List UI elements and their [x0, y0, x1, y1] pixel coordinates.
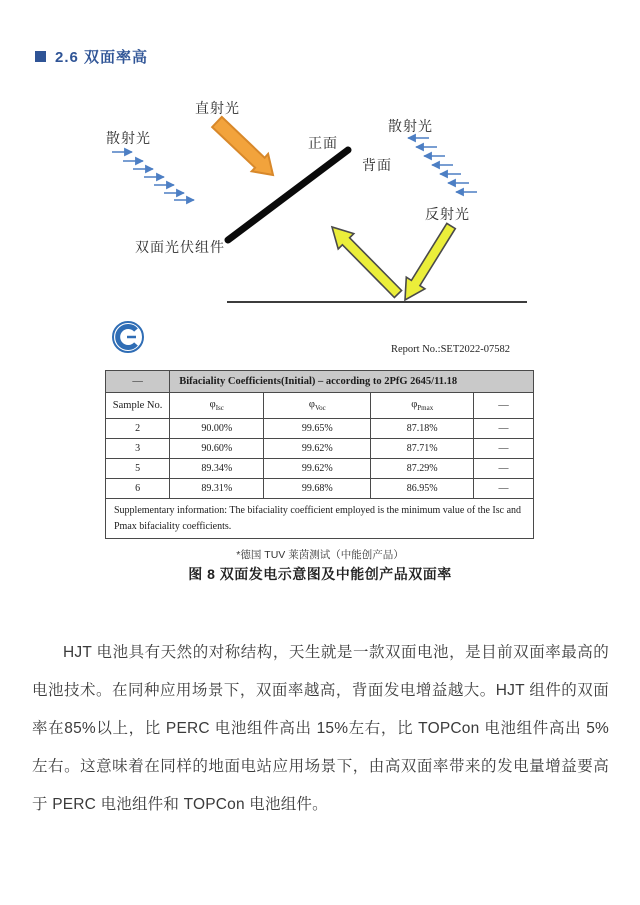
heading-bullet-icon	[35, 51, 46, 62]
source-note: *德国 TUV 莱茵测试（中能创产品）	[236, 549, 404, 561]
cell: 87.71%	[371, 439, 474, 459]
figure-caption: 图 8 双面发电示意图及中能创产品双面率	[188, 566, 452, 582]
direct-light-arrow-icon	[212, 117, 273, 175]
cell: 90.60%	[170, 439, 264, 459]
table-row	[106, 479, 534, 499]
section-heading	[35, 46, 148, 67]
scattered-light-left-arrows-icon	[112, 152, 194, 200]
label-scattered-right: 散射光	[388, 118, 433, 134]
cell: 89.34%	[170, 459, 264, 479]
table-title: Bifaciality Coefficients(Initial) – according to 2PfG 2645/11.18	[170, 371, 534, 393]
table-row	[106, 459, 534, 479]
bifaciality-table	[105, 370, 534, 539]
bifacial-diagram	[80, 95, 540, 310]
cell: 87.29%	[371, 459, 474, 479]
cell: 6	[106, 479, 170, 499]
pv-module-panel	[228, 150, 348, 240]
cell: —	[474, 439, 534, 459]
cell: —	[474, 419, 534, 439]
reflected-light-arrow-down-icon	[405, 223, 455, 300]
cell: 90.00%	[170, 419, 264, 439]
section-heading-label: 2.6 双面率高	[55, 49, 149, 66]
table-row	[106, 439, 534, 459]
label-reflected-light: 反射光	[425, 206, 470, 222]
body-paragraph: HJT 电池具有天然的对称结构，天生就是一款双面电池，是目前双面率最高的电池技术。在同种应用场景下，双面率越高，背面发电增益越大。HJT 组件的双面率在85%以上，比 PERC 电池组件高出 15%左右，比 TOPCon 电池组件高出 5%左右。这意味着在同样的地面电站应用场景下，由高双面率带来的发电量增益要高于 PERC 电池组件和 TOPCon 电池组件。	[32, 644, 609, 813]
report-number: Report No.:SET2022-07582	[391, 344, 510, 355]
cell: 99.62%	[264, 439, 371, 459]
table-row	[106, 419, 534, 439]
table-title-dash: —	[106, 371, 170, 393]
supplementary-info: Supplementary information: The bifaciality coefficient employed is the minimum value of the Isc and Pmax bifaciality coefficients.	[106, 499, 534, 539]
label-direct-light: 直射光	[195, 100, 240, 116]
table-header-row	[106, 393, 534, 419]
reflected-light-arrow-up-icon	[332, 227, 402, 298]
col-header-sample: Sample No.	[106, 393, 170, 419]
col-header-phi-isc: $\varphi_{Isc}$	[170, 393, 264, 419]
cell: 5	[106, 459, 170, 479]
cell: 99.68%	[264, 479, 371, 499]
cell: 3	[106, 439, 170, 459]
col-header-phi-pmax: $\varphi_{Pmax}$	[371, 393, 474, 419]
cell: 99.62%	[264, 459, 371, 479]
table-title-row	[106, 371, 534, 393]
table-supplementary-row	[106, 499, 534, 539]
label-back-side: 背面	[362, 157, 392, 173]
scattered-light-right-arrows-icon	[408, 138, 477, 192]
certification-logo-icon	[111, 320, 145, 354]
col-header-dash: —	[474, 393, 534, 419]
label-module: 双面光伏组件	[135, 239, 225, 255]
cell: 99.65%	[264, 419, 371, 439]
cell: 87.18%	[371, 419, 474, 439]
cell: —	[474, 479, 534, 499]
label-scattered-left: 散射光	[106, 130, 151, 146]
cell: —	[474, 459, 534, 479]
cell: 89.31%	[170, 479, 264, 499]
cell: 2	[106, 419, 170, 439]
cell: 86.95%	[371, 479, 474, 499]
label-front-side: 正面	[308, 135, 338, 151]
col-header-phi-voc: $\varphi_{Voc}$	[264, 393, 371, 419]
